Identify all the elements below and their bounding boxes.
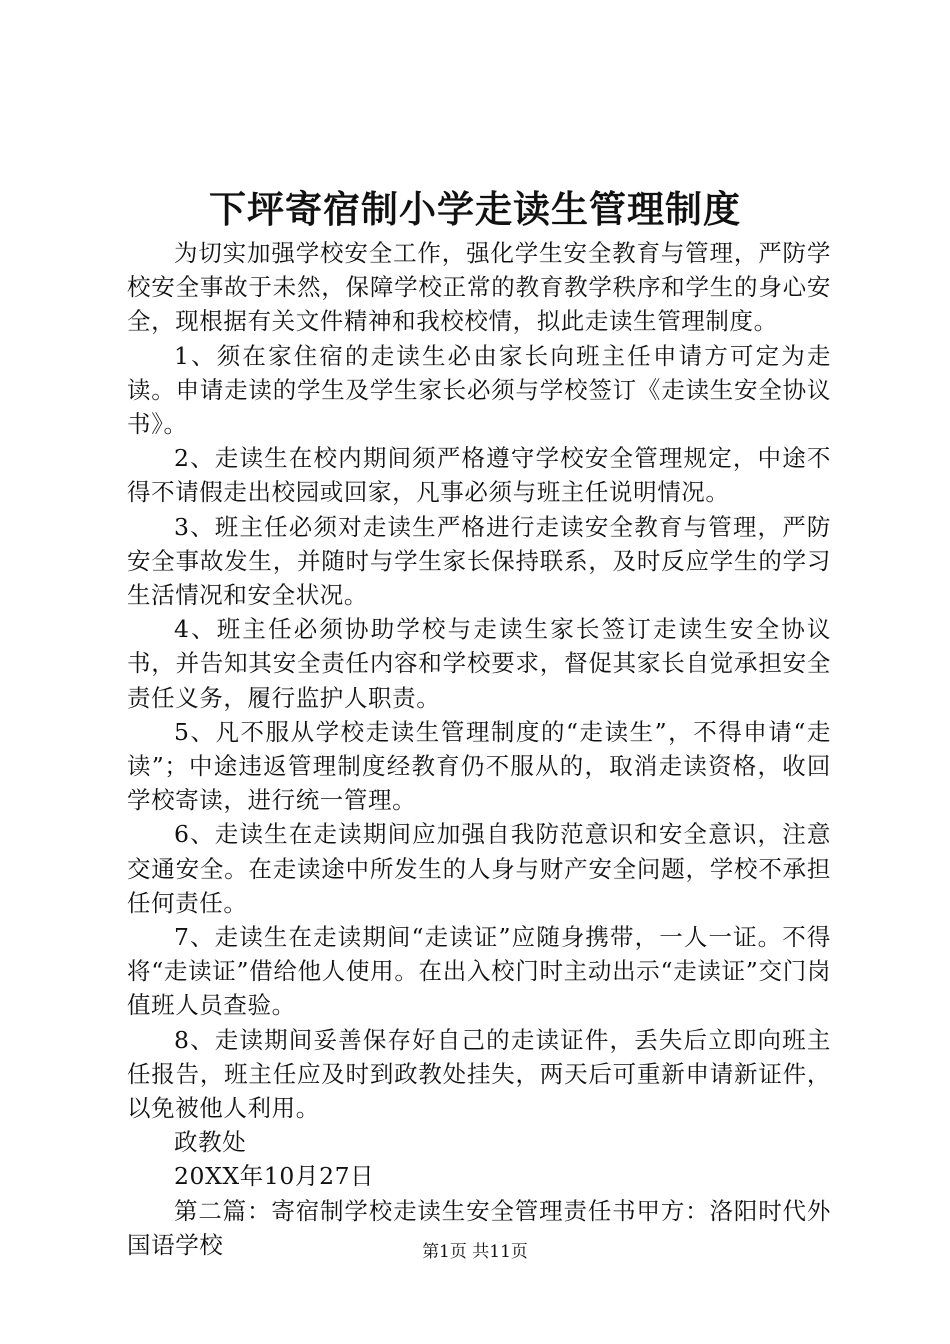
signature-date: 20XX年10月27日 (174, 1162, 375, 1191)
rule-6-paragraph: 6、走读生在走读期间应加强自我防范意识和安全意识，注意交通安全。在走读途中所发生的人身与财产安全问题，学校不承担任何责任。 (127, 820, 831, 917)
rule-8-paragraph: 8、走读期间妥善保存好自己的走读证件，丢失后立即向班主任报告，班主任应及时到政教处挂失，两天后可重新申请新证件，以免被他人利用。 (127, 1025, 831, 1123)
intro-paragraph: 为切实加强学校安全工作，强化学生安全教育与管理，严防学校安全事故于未然，保障学校正常的教育教学秩序和学生的身心安全，现根据有关文件精神和我校校情，拟此走读生管理制度。 (127, 239, 831, 336)
document-body (127, 236, 831, 1262)
second-article-heading: 第二篇：寄宿制学校走读生安全管理责任书甲方：洛阳时代外国语学校 (127, 1196, 831, 1259)
document-title: 下坪寄宿制小学走读生管理制度 (209, 187, 741, 231)
rule-3-paragraph: 3、班主任必须对走读生严格进行走读安全教育与管理，严防安全事故发生，并随时与学生家长保持联系，及时反应学生的学习生活情况和安全状况。 (127, 512, 831, 610)
signature-department: 政教处 (174, 1128, 247, 1157)
rule-5-paragraph: 5、凡不服从学校走读生管理制度的“走读生”，不得申请“走读”；中途违返管理制度经教育仍不服从的，取消走读资格，收回学校寄读，进行统一管理。 (127, 717, 831, 815)
rule-4-paragraph: 4、班主任必须协助学校与走读生家长签订走读生安全协议书，并告知其安全责任内容和学校要求，督促其家长自觉承担安全责任义务，履行监护人职责。 (127, 615, 831, 712)
page-number-footer: 第1页 共11页 (422, 1242, 528, 1262)
rule-1-paragraph: 1、须在家住宿的走读生必由家长向班主任申请方可定为走读。申请走读的学生及学生家长必须与学校签订《走读生安全协议书》。 (127, 341, 831, 439)
rule-2-paragraph: 2、走读生在校内期间须严格遵守学校安全管理规定，中途不得不请假走出校园或回家，凡事必须与班主任说明情况。 (127, 444, 831, 507)
rule-7-paragraph: 7、走读生在走读期间“走读证”应随身携带，一人一证。不得将“走读证”借给他人使用。在出入校门时主动出示“走读证”交门岗值班人员查验。 (127, 923, 831, 1020)
